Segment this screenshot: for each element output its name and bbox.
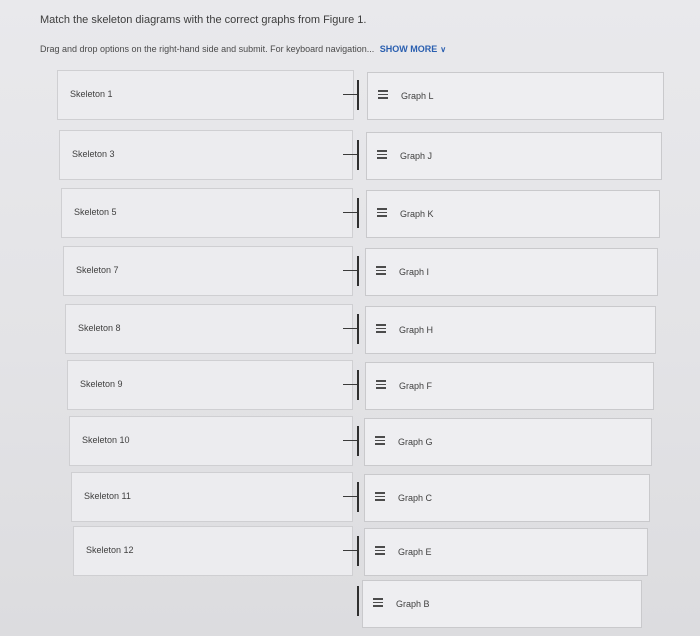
- skeleton-target[interactable]: [69, 416, 353, 466]
- graph-option[interactable]: [362, 580, 642, 628]
- skeleton-target[interactable]: [65, 304, 353, 354]
- match-row: [0, 472, 700, 528]
- drag-handle-icon[interactable]: [376, 324, 386, 334]
- graph-label: Graph C: [398, 493, 433, 503]
- drag-handle-icon[interactable]: [375, 492, 385, 502]
- skeleton-target[interactable]: [59, 130, 353, 180]
- graph-label: Graph B: [396, 599, 430, 609]
- connector-bar: [357, 536, 359, 566]
- match-row: [0, 70, 700, 126]
- match-row: [0, 130, 700, 186]
- skeleton-target[interactable]: [57, 70, 354, 120]
- connector-bar: [357, 198, 359, 228]
- show-more-label: SHOW MORE: [379, 44, 438, 54]
- drag-handle-icon[interactable]: [375, 436, 385, 446]
- skeleton-label: Skeleton 8: [78, 323, 121, 333]
- connector-bar: [357, 370, 359, 400]
- connector-bar: [357, 482, 359, 512]
- skeleton-target[interactable]: [73, 526, 353, 576]
- drag-handle-icon[interactable]: [377, 150, 387, 160]
- connector-bar: [357, 426, 359, 456]
- graph-label: Graph I: [399, 267, 430, 277]
- show-more-link[interactable]: [380, 44, 446, 54]
- skeleton-label: Skeleton 5: [74, 207, 117, 217]
- graph-label: Graph G: [398, 437, 433, 447]
- drag-handle-icon[interactable]: [375, 546, 385, 556]
- connector-bar: [357, 314, 359, 344]
- match-row: [0, 304, 700, 360]
- graph-option[interactable]: [365, 306, 656, 354]
- instructions-label: Drag and drop options on the right-hand side and submit. For keyboard navigation...: [40, 44, 375, 54]
- skeleton-label: Skeleton 3: [72, 149, 115, 159]
- graph-label: Graph E: [398, 547, 432, 557]
- skeleton-label: Skeleton 7: [76, 265, 119, 275]
- match-row: [0, 416, 700, 472]
- skeleton-target[interactable]: [61, 188, 353, 238]
- graph-option[interactable]: [364, 474, 650, 522]
- graph-option[interactable]: [365, 362, 654, 410]
- skeleton-label: Skeleton 11: [84, 491, 131, 501]
- graph-option[interactable]: [364, 418, 652, 466]
- graph-option[interactable]: [367, 72, 664, 120]
- graph-option[interactable]: [365, 248, 658, 296]
- drag-handle-icon[interactable]: [377, 208, 387, 218]
- graph-label: Graph H: [399, 325, 434, 335]
- drag-handle-icon[interactable]: [378, 90, 388, 100]
- graph-option[interactable]: [366, 132, 662, 180]
- match-row: [0, 246, 700, 302]
- connector-bar: [357, 140, 359, 170]
- match-row: [0, 360, 700, 416]
- connector-bar: [357, 256, 359, 286]
- graph-option[interactable]: [366, 190, 660, 238]
- graph-label: Graph L: [401, 91, 434, 101]
- drag-handle-icon[interactable]: [376, 380, 386, 390]
- graph-label: Graph K: [400, 209, 434, 219]
- skeleton-label: Skeleton 1: [70, 89, 113, 99]
- instructions-text: [40, 44, 446, 54]
- skeleton-target[interactable]: [71, 472, 353, 522]
- skeleton-label: Skeleton 12: [86, 545, 134, 555]
- skeleton-target[interactable]: [67, 360, 353, 410]
- skeleton-label: Skeleton 10: [82, 435, 130, 445]
- connector-bar: [357, 586, 359, 616]
- match-row: [0, 188, 700, 244]
- chevron-down-icon: ∨: [440, 45, 447, 54]
- drag-handle-icon[interactable]: [373, 598, 383, 608]
- unmatched-row: [0, 580, 700, 636]
- question-title: Match the skeleton diagrams with the correct graphs from Figure 1.: [40, 14, 367, 26]
- match-row: [0, 526, 700, 582]
- skeleton-target[interactable]: [63, 246, 353, 296]
- graph-label: Graph J: [400, 151, 433, 161]
- graph-label: Graph F: [399, 381, 433, 391]
- connector-bar: [357, 80, 359, 110]
- graph-option[interactable]: [364, 528, 648, 576]
- skeleton-label: Skeleton 9: [80, 379, 123, 389]
- drag-handle-icon[interactable]: [376, 266, 386, 276]
